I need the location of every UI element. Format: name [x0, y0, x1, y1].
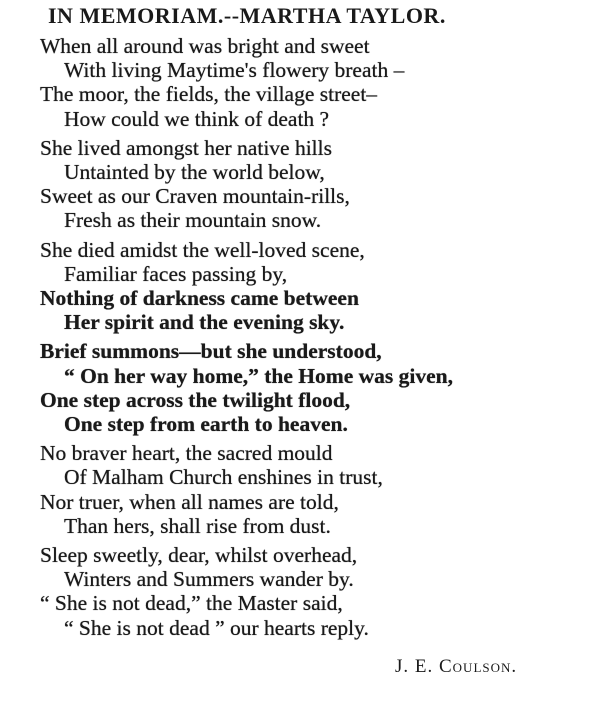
poem-line: “ On her way home,” the Home was given, [64, 363, 453, 388]
poem-line: No braver heart, the sacred mould [40, 441, 333, 466]
stanza-4 [40, 339, 600, 436]
poem-line: Fresh as their mountain snow. [64, 208, 322, 233]
poem-title: IN MEMORIAM.--MARTHA TAYLOR. [48, 3, 446, 28]
poem-line: Her spirit and the evening sky. [64, 310, 345, 335]
poem-line: She died amidst the well-loved scene, [40, 237, 365, 262]
stanza-5 [40, 441, 600, 538]
poem-line: One step across the twilight flood, [40, 387, 351, 412]
poem-line: Brief summons—but she understood, [40, 339, 382, 364]
poem-line: The moor, the fields, the village street– [40, 82, 378, 107]
poem-line: Sweet as our Craven mountain-rills, [40, 184, 350, 209]
poem-line: “ She is not dead ” our hearts reply. [64, 615, 369, 640]
poem-line: One step from earth to heaven. [64, 412, 348, 437]
stanza-3 [40, 238, 600, 335]
stanza-2 [40, 136, 600, 233]
poem-line: “ She is not dead,” the Master said, [40, 591, 343, 616]
poem-line: When all around was bright and sweet [40, 34, 370, 58]
poem-line: Sleep sweetly, dear, whilst overhead, [40, 543, 358, 568]
poem-body [40, 34, 600, 645]
poem-line: Familiar faces passing by, [64, 261, 288, 286]
poem-line: Than hers, shall rise from dust. [64, 513, 331, 538]
poem-line: Of Malham Church enshines in trust, [64, 465, 383, 490]
stanza-1 [40, 34, 600, 131]
poem-line: Winters and Summers wander by. [64, 567, 354, 592]
author-signature: J. E. Coulson. [395, 656, 518, 677]
poem-line: With living Maytime's flowery breath – [64, 58, 405, 83]
stanza-6 [40, 543, 600, 640]
poem-line: How could we think of death ? [64, 106, 330, 131]
poem-line: Untainted by the world below, [64, 160, 325, 185]
poem-line: She lived amongst her native hills [40, 135, 332, 160]
poem-line: Nothing of darkness came between [40, 286, 359, 311]
poem-line: Nor truer, when all names are told, [40, 489, 339, 514]
